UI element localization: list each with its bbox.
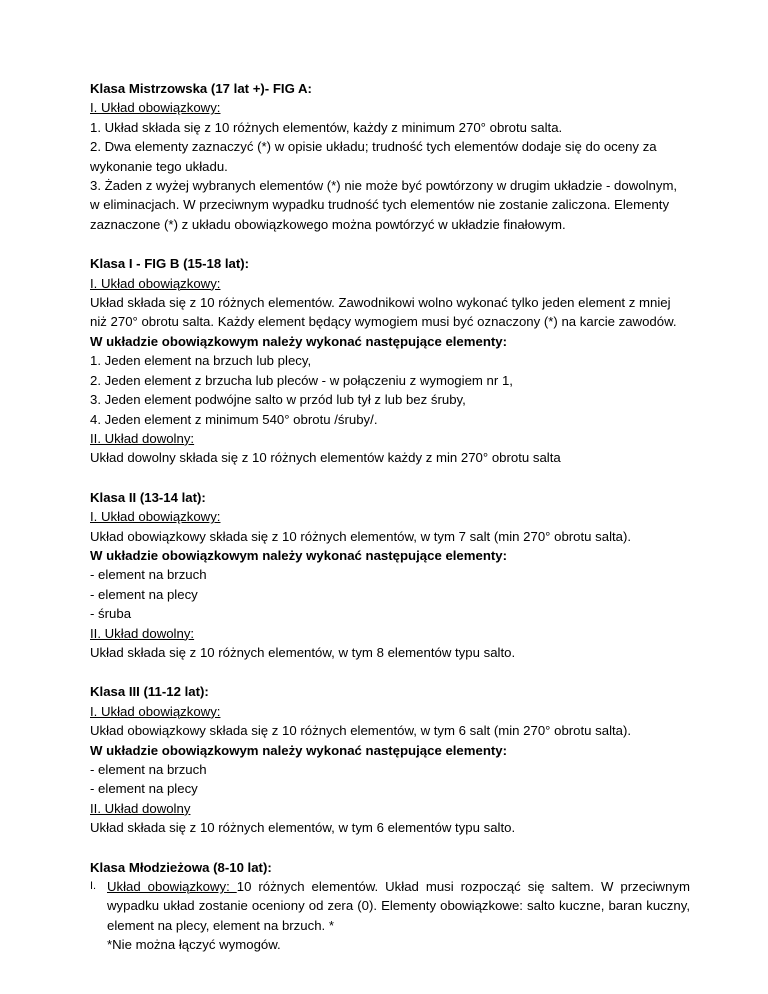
section-title: Klasa II (13-14 lat):: [90, 489, 206, 505]
requirements-heading: W układzie obowiązkowym należy wykonać następujące elementy:: [90, 742, 508, 758]
section-klasa-ii: [90, 488, 690, 663]
subheading-mandatory: I. Układ obowiązkowy:: [90, 100, 221, 116]
list-item: 2. Jeden element z brzucha lub pleców - w połączeniu z wymogiem nr 1,: [90, 372, 513, 388]
list-item: 3. Jeden element podwójne salto w przód lub tył z lub bez śruby,: [90, 392, 466, 408]
document-body: [90, 79, 690, 975]
section-title: Klasa Młodzieżowa (8-10 lat):: [90, 859, 272, 875]
paragraph: 1. Układ składa się z 10 różnych elementów, każdy z minimum 270° obrotu salta.: [90, 119, 563, 135]
paragraph: Układ obowiązkowy składa się z 10 różnych elementów, w tym 7 salt (min 270° obrotu salta).: [90, 528, 632, 544]
paragraph: Układ dowolny składa się z 10 różnych elementów każdy z min 270° obrotu salta: [90, 450, 561, 466]
section-title: Klasa III (11-12 lat):: [90, 684, 209, 700]
section-klasa-mistrzowska: [90, 79, 690, 234]
section-title: Klasa Mistrzowska (17 lat +)- FIG A:: [90, 81, 312, 96]
list-item: - śruba: [90, 606, 132, 622]
paragraph: Układ składa się z 10 różnych elementów, w tym 6 elementów typu salto.: [90, 820, 516, 836]
section-klasa-iii: [90, 682, 690, 837]
subheading-free: II. Układ dowolny:: [90, 430, 195, 446]
paragraph: Układ obowiązkowy składa się z 10 różnych elementów, w tym 6 salt (min 270° obrotu salta).: [90, 723, 632, 739]
paragraph: Układ składa się z 10 różnych elementów, w tym 8 elementów typu salto.: [90, 644, 516, 660]
subheading-free: II. Układ dowolny: [90, 800, 191, 816]
paragraph: Układ składa się z 10 różnych elementów. Zawodnikowi wolno wykonać tylko jeden element z mniej niż 270° obrotu salta. Każdy element będący wymogiem musi być oznaczony (*) na karcie zawodów.: [90, 295, 677, 330]
list-item: 4. Jeden element z minimum 540° obrotu /śruby/.: [90, 411, 378, 427]
list-item: 1. Jeden element na brzuch lub plecy,: [90, 353, 312, 369]
list-item: - element na brzuch: [90, 762, 207, 777]
subheading-mandatory: I. Układ obowiązkowy:: [90, 509, 221, 525]
roman-list-item: [90, 877, 690, 955]
requirements-heading: W układzie obowiązkowym należy wykonać następujące elementy:: [90, 333, 508, 349]
footnote: *Nie można łączyć wymogów.: [107, 937, 281, 953]
roman-numeral: I.: [90, 880, 97, 893]
section-title: Klasa I - FIG B (15-18 lat):: [90, 256, 250, 272]
subheading-mandatory: I. Układ obowiązkowy:: [90, 703, 221, 719]
list-item: - element na plecy: [90, 586, 198, 602]
paragraph: 2. Dwa elementy zaznaczyć (*) w opisie układu; trudność tych elementów dodaje się do oceny za wykonanie tego układu.: [90, 139, 657, 174]
list-item: - element na plecy: [90, 781, 198, 797]
section-klasa-i: [90, 254, 690, 467]
subheading-free: II. Układ dowolny:: [90, 625, 195, 641]
requirements-heading: W układzie obowiązkowym należy wykonać następujące elementy:: [90, 547, 508, 563]
list-item: - element na brzuch: [90, 567, 207, 583]
subheading-mandatory: Układ obowiązkowy:: [107, 879, 237, 895]
paragraph: 3. Żaden z wyżej wybranych elementów (*) nie może być powtórzony w drugim układzie - dowolnym, w eliminacjach. W przeciwnym wypadku trudność tych elementów nie zostanie zaliczona. Elementy zaznaczone (*) z układu obowiązkowego można powtórzyć w układzie finałowym.: [90, 178, 678, 232]
subheading-mandatory: I. Układ obowiązkowy:: [90, 275, 221, 291]
section-klasa-mlodziezowa: [90, 858, 690, 955]
paragraph: 10 różnych elementów. Układ musi rozpocząć się saltem. W przeciwnym wypadku układ zostanie oceniony od zera (0). Elementy obowiązkowe: salto kuczne, baran kuczny, element na plecy, element na brzuch. *: [107, 879, 690, 933]
